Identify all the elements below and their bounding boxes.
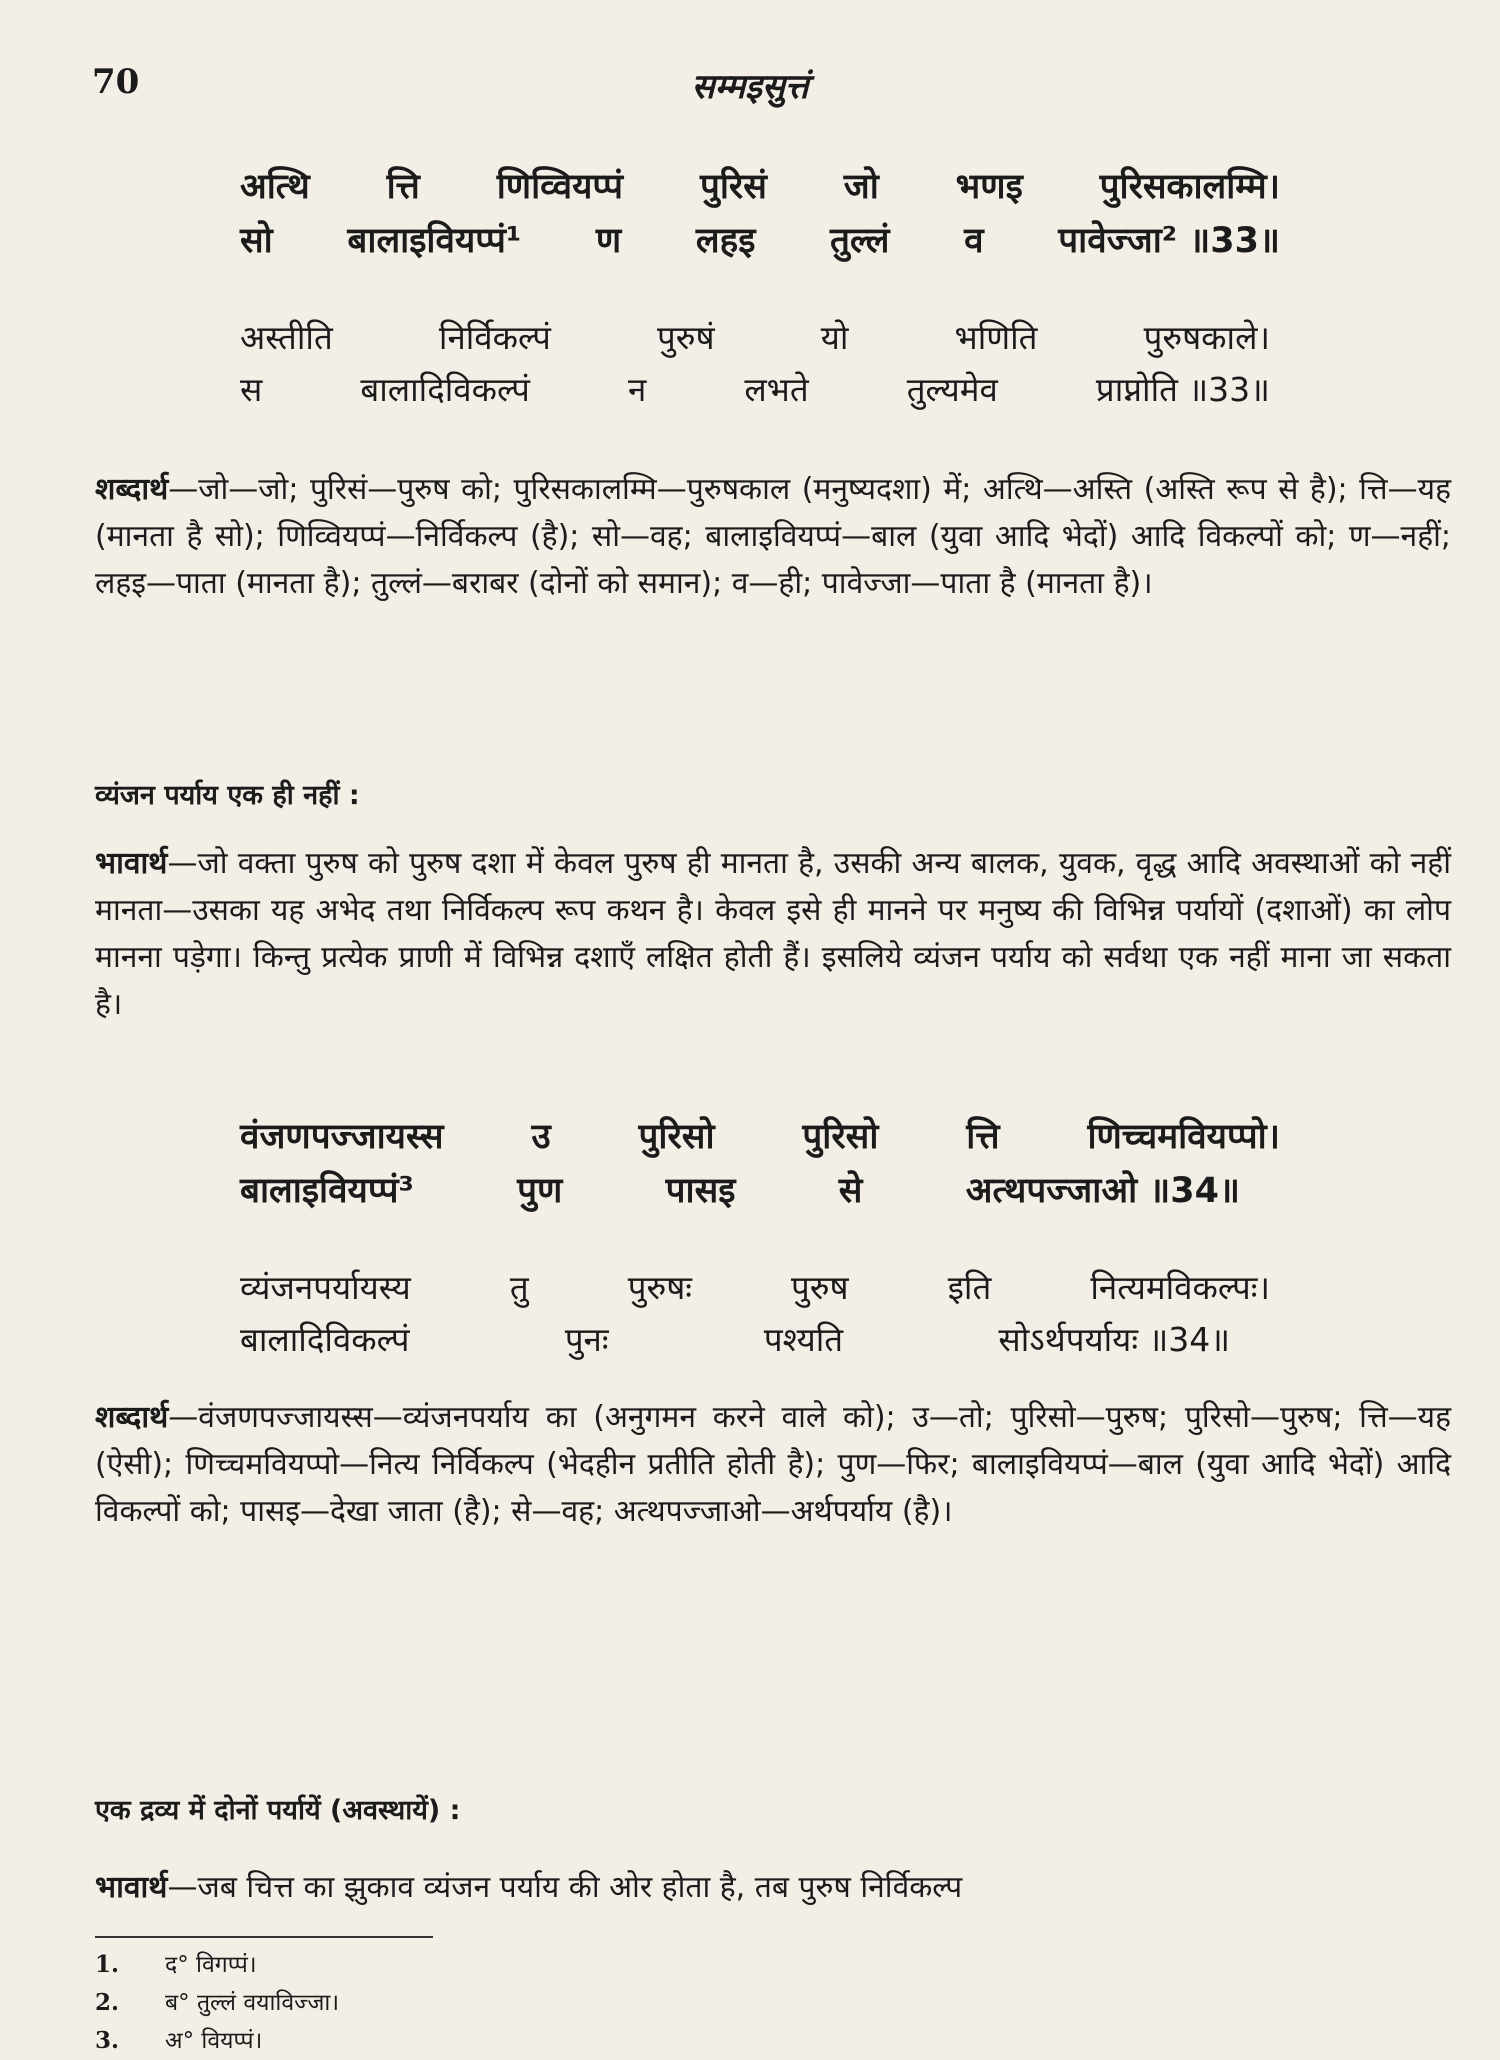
- prakrit-verse-33: [240, 160, 1280, 268]
- verse-word: स: [240, 370, 263, 409]
- verse-word: तु: [509, 1268, 529, 1307]
- word-meaning-label: शब्दार्थ: [95, 1400, 169, 1435]
- word-meaning-34: [95, 1394, 1451, 1535]
- verse-word: भणिति: [954, 318, 1038, 357]
- verse-word: पुण: [517, 1171, 563, 1211]
- word-meaning-text: —जो—जो; पुरिसं—पुरुष को; पुरिसकालम्मि—पुरुषकाल (मनुष्यदशा) में; अत्थि—अस्ति (अस्ति रूप से है); त्ति—यह (मानता है सो); णिव्वियप्पं—निर्विकल्प (है); सो—वह; बालाइवियप्पं—बाल (युवा आदि भेदों) आदि विकल्पों को; ण—नहीं; लहइ—पाता (मानता है); तुल्लं—बराबर (दोनों को समान); व—ही; पावेज्जा—पाता है (मानता है)।: [95, 472, 1451, 601]
- word-meaning-33: [95, 466, 1451, 607]
- footnote-number: 3.: [95, 2027, 120, 2054]
- page-header: [92, 62, 1408, 110]
- verse-word: पुरुष: [791, 1268, 849, 1307]
- footnote-rule: [95, 1936, 433, 1938]
- verse-word: व: [964, 221, 984, 261]
- word-meaning-text: —वंजणपज्जायस्स—व्यंजनपर्याय का (अनुगमन करने वाले को); उ—तो; पुरिसो—पुरुष; पुरिसो—पुरुष; त्ति—यह (ऐसी); णिच्चमवियप्पो—नित्य निर्विकल्प (भेदहीन प्रतीति होती है); पुण—फिर; बालाइवियप्पं—बाल (युवा आदि भेदों) आदि विकल्पों को; पासइ—देखा जाता (है); से—वह; अत्थपज्जाओ—अर्थपर्याय (है)।: [95, 1400, 1451, 1529]
- verse-word: तुल्यमेव: [906, 370, 998, 409]
- verse-word: उ: [531, 1117, 551, 1157]
- verse-word: पासइ: [665, 1171, 736, 1211]
- verse-word: व्यंजनपर्यायस्य: [240, 1268, 411, 1307]
- verse-line: [240, 364, 1270, 416]
- prakrit-verse-34: [240, 1110, 1280, 1218]
- verse-word: सो: [240, 221, 273, 261]
- verse-word: पश्यति: [763, 1320, 844, 1359]
- verse-word: यो: [820, 318, 849, 357]
- verse-word: बालाइवियप्पं³: [240, 1171, 414, 1211]
- verse-word: निर्विकल्पं: [438, 318, 551, 357]
- verse-word: लभते: [744, 370, 809, 409]
- footnote: [95, 2022, 339, 2060]
- verse-word: अस्तीति: [240, 318, 333, 357]
- sanskrit-chhaya-33: [240, 312, 1270, 416]
- verse-word: से: [838, 1171, 863, 1211]
- verse-word: ण: [595, 221, 622, 261]
- verse-word: पुरुषकाले।: [1143, 318, 1270, 357]
- verse-word: पुरुषः: [627, 1268, 692, 1307]
- verse-word: पुरिसो: [802, 1117, 879, 1157]
- verse-word: बालादिविकल्पं: [360, 370, 530, 409]
- explanation-33: [95, 840, 1451, 1028]
- verse-line: [240, 160, 1280, 214]
- verse-line: [240, 312, 1270, 364]
- verse-word: भणइ: [955, 167, 1023, 207]
- verse-line: [240, 1110, 1280, 1164]
- verse-word: बालादिविकल्पं: [240, 1320, 410, 1359]
- footnote-text: अ° वियप्पं।: [165, 2028, 263, 2054]
- verse-word: नित्यमविकल्पः।: [1090, 1268, 1270, 1307]
- running-title: सम्मइसुत्तं: [691, 67, 809, 107]
- verse-word: वंजणपज्जायस्स: [240, 1117, 444, 1157]
- verse-word: पावेज्जा² ॥33॥: [1058, 221, 1280, 261]
- verse-word: लहइ: [695, 221, 756, 261]
- footnote-number: 1.: [95, 1951, 120, 1978]
- verse-word: णिव्वियप्पं: [496, 167, 624, 207]
- verse-word: तुल्लं: [830, 221, 890, 261]
- verse-word: अत्थपज्जाओ ॥34॥: [965, 1171, 1240, 1211]
- verse-word: त्ति: [386, 167, 420, 207]
- explanation-34: [95, 1864, 1451, 1911]
- verse-line: [240, 1164, 1240, 1218]
- footnote: [95, 1984, 339, 2022]
- verse-word: पुरिसं: [699, 167, 767, 207]
- footnote: [95, 1946, 339, 1984]
- verse-word: प्राप्नोति ॥33॥: [1095, 370, 1270, 409]
- word-meaning-label: शब्दार्थ: [95, 472, 169, 507]
- section-heading: एक द्रव्य में दोनों पर्यायें (अवस्थायें) :: [95, 1795, 461, 1826]
- explanation-label: भावार्थ: [95, 1870, 168, 1905]
- section-heading: व्यंजन पर्याय एक ही नहीं :: [95, 780, 360, 811]
- verse-word: णिच्चमवियप्पो।: [1087, 1117, 1280, 1157]
- verse-word: न: [627, 370, 647, 409]
- sanskrit-chhaya-34: [240, 1262, 1270, 1366]
- explanation-text: —जो वक्ता पुरुष को पुरुष दशा में केवल पुरुष ही मानता है, उसकी अन्य बालक, युवक, वृद्ध आदि अवस्थाओं को नहीं मानता—उसका यह अभेद तथा निर्विकल्प रूप कथन है। केवल इसे ही मानने पर मनुष्य की विभिन्न पर्यायों (दशाओं) का लोप मानना पड़ेगा। किन्तु प्रत्येक प्राणी में विभिन्न दशाएँ लक्षित होती हैं। इसलिये व्यंजन पर्याय को सर्वथा एक नहीं माना जा सकता है।: [95, 846, 1451, 1022]
- verse-word: जो: [843, 167, 879, 207]
- verse-word: अत्थि: [240, 167, 310, 207]
- verse-word: पुनः: [564, 1320, 609, 1359]
- explanation-text: —जब चित्त का झुकाव व्यंजन पर्याय की ओर होता है, तब पुरुष निर्विकल्प: [167, 1870, 963, 1905]
- footnote-text: द° विगप्पं।: [165, 1952, 257, 1978]
- verse-line: [240, 1262, 1270, 1314]
- verse-word: पुरिसकालम्मि।: [1099, 167, 1280, 207]
- verse-word: इति: [947, 1268, 992, 1307]
- footnote-number: 2.: [95, 1989, 120, 2016]
- footnote-text: ब° तुल्लं वयाविज्जा।: [165, 1990, 340, 2016]
- page-number: 70: [92, 62, 140, 102]
- verse-word: सोऽर्थपर्यायः ॥34॥: [998, 1320, 1230, 1359]
- verse-word: बालाइवियप्पं¹: [347, 221, 522, 261]
- verse-line: [240, 1314, 1230, 1366]
- footnotes: [95, 1946, 339, 2060]
- verse-word: त्ति: [966, 1117, 1000, 1157]
- verse-line: [240, 214, 1280, 268]
- verse-word: पुरिसो: [638, 1117, 715, 1157]
- explanation-label: भावार्थ: [95, 846, 168, 881]
- verse-word: पुरुषं: [657, 318, 715, 357]
